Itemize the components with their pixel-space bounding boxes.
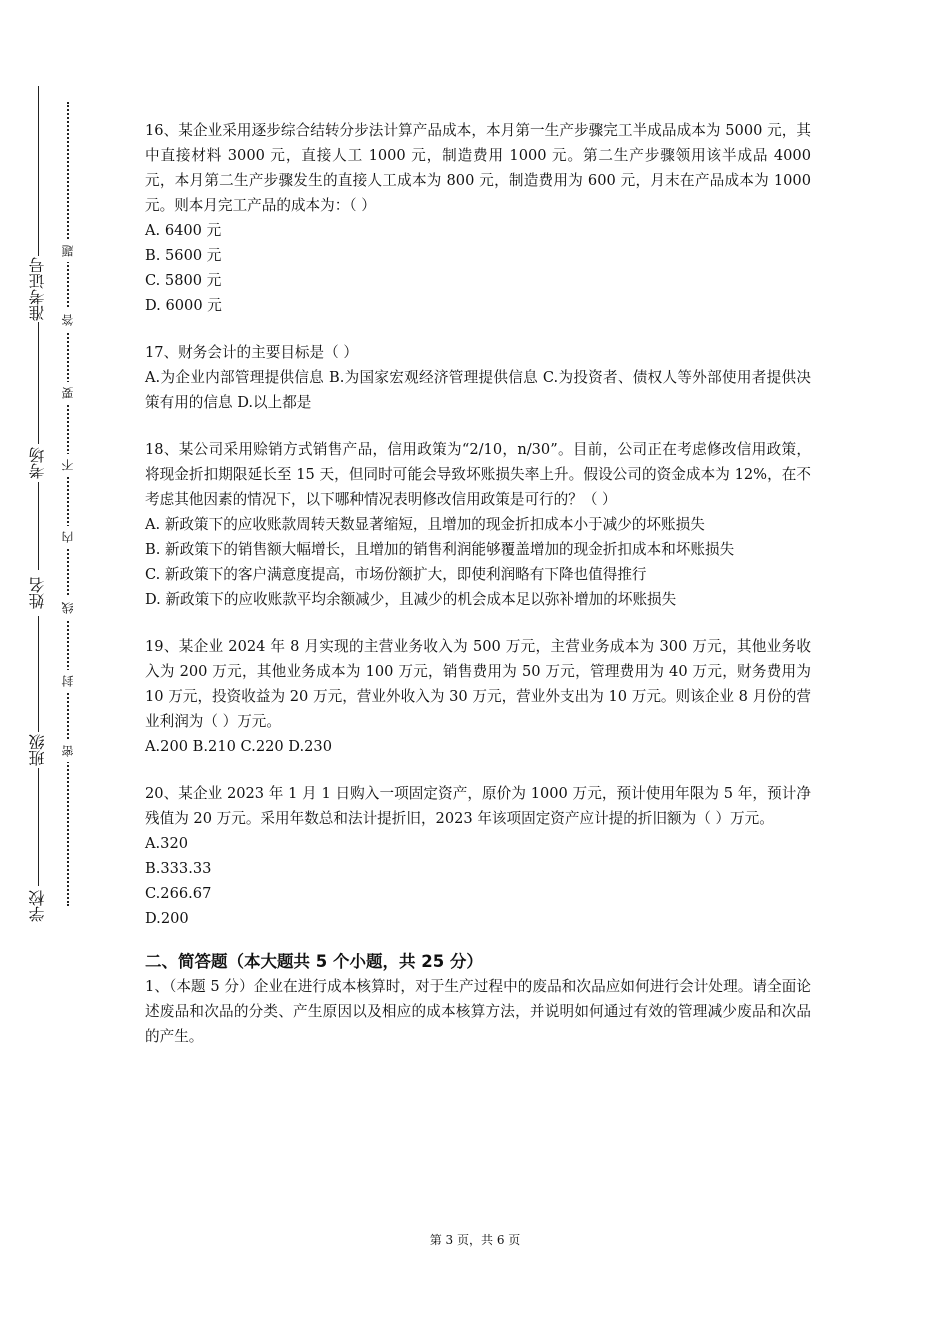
option: A. 新政策下的应收账款周转天数显著缩短，且增加的现金折扣成本小于减少的坏账损失 [145, 516, 705, 533]
binding-margin [0, 0, 110, 1344]
option: A.320 [145, 835, 189, 852]
seal-char: 要 [59, 382, 77, 404]
question-19 [145, 634, 811, 759]
question-stem: 17、财务会计的主要目标是（ ） [145, 344, 358, 361]
question-20 [145, 781, 811, 931]
question-17 [145, 340, 811, 415]
option: A.为企业内部管理提供信息 B.为国家宏观经济管理提供信息 C.为投资者、债权人等外部使用者提供决策有用的信息 D.以上都是 [145, 369, 811, 411]
option: A. 6400 元 [145, 222, 222, 239]
option: B. 5600 元 [145, 247, 222, 264]
section-title: 二、简答题（本大题共 5 个小题，共 25 分） [145, 952, 483, 971]
binding-line [38, 616, 39, 732]
question-stem: 16、某企业采用逐步综合结转分步法计算产品成本，本月第一生产步骤完工半成品成本为 5000 元，其中直接材料 3000 元，直接人工 1000 元，制造费用 1000 元。第二生产步骤领用该半成品 4000 元，本月第二生产步骤发生的直接人工成本为 800 元，制造费用为 600 元，月末在产品成本为 1000 元。则本月完工产品的成本为：（ ） [145, 122, 811, 214]
option: B. 新政策下的销售额大幅增长，且增加的销售利润能够覆盖增加的现金折扣成本和坏账损失 [145, 541, 735, 558]
binding-line [38, 86, 39, 256]
question-stem: 20、某企业 2023 年 1 月 1 日购入一项固定资产，原价为 1000 万元，预计使用年限为 5 年，预计净残值为 20 万元。采用年数总和法计提折旧，2023 年该项固定资产应计提的折旧额为（ ）万元。 [145, 785, 811, 827]
label-name: 姓名 [28, 577, 47, 609]
option: D.200 [145, 910, 189, 927]
option: B.333.33 [145, 860, 212, 877]
seal-char: 答 [59, 309, 77, 331]
label-class: 班级 [28, 734, 47, 766]
option: C.266.67 [145, 885, 212, 902]
page-content [145, 118, 811, 1071]
seal-char: 密 [59, 740, 77, 762]
section-short-answer [145, 949, 811, 1049]
seal-char: 封 [59, 670, 77, 692]
label-exam-id: 准考证号 [28, 257, 47, 321]
question-18 [145, 437, 811, 612]
question-16 [145, 118, 811, 318]
seal-char: 内 [59, 526, 77, 548]
option: C. 新政策下的客户满意度提高，市场份额扩大，即使利润略有下降也值得推行 [145, 566, 647, 583]
seal-char: 不 [59, 454, 77, 476]
binding-line [38, 482, 39, 570]
option: A.200 B.210 C.220 D.230 [145, 738, 332, 755]
option: C. 5800 元 [145, 272, 222, 289]
short-answer-question-1: 1、（本题 5 分）企业在进行成本核算时，对于生产过程中的废品和次品应如何进行会计处理。请全面论述废品和次品的分类、产生原因以及相应的成本核算方法，并说明如何通过有效的管理减少废品和次品的产生。 [145, 978, 811, 1045]
option: D. 6000 元 [145, 297, 222, 314]
binding-line [38, 322, 39, 444]
option: D. 新政策下的应收账款平均余额减少，且减少的机会成本足以弥补增加的坏账损失 [145, 591, 677, 608]
question-stem: 19、某企业 2024 年 8 月实现的主营业务收入为 500 万元，主营业务成本为 300 万元，其他业务收入为 200 万元，其他业务成本为 100 万元，销售费用为 50 万元，管理费用为 40 万元，财务费用为 10 万元，投资收益为 20 万元，营业外收入为 30 万元，营业外支出为 10 万元。则该企业 8 月份的营业利润为（ ）万元。 [145, 638, 811, 730]
seal-char: 题 [59, 240, 77, 262]
label-exam-room: 考场 [28, 447, 47, 479]
seal-char: 线 [59, 597, 77, 619]
binding-line [38, 768, 39, 886]
question-stem: 18、某公司采用赊销方式销售产品，信用政策为“2/10，n/30”。目前，公司正在考虑修改信用政策，将现金折扣期限延长至 15 天，但同时可能会导致坏账损失率上升。假设公司的资金成本为 12%，在不考虑其他因素的情况下，以下哪种情况表明修改信用政策是可行的？（ ） [145, 441, 811, 508]
seal-dotted-line [67, 102, 69, 906]
label-school: 学校 [28, 890, 47, 922]
page-number: 第 3 页，共 6 页 [429, 1233, 521, 1247]
